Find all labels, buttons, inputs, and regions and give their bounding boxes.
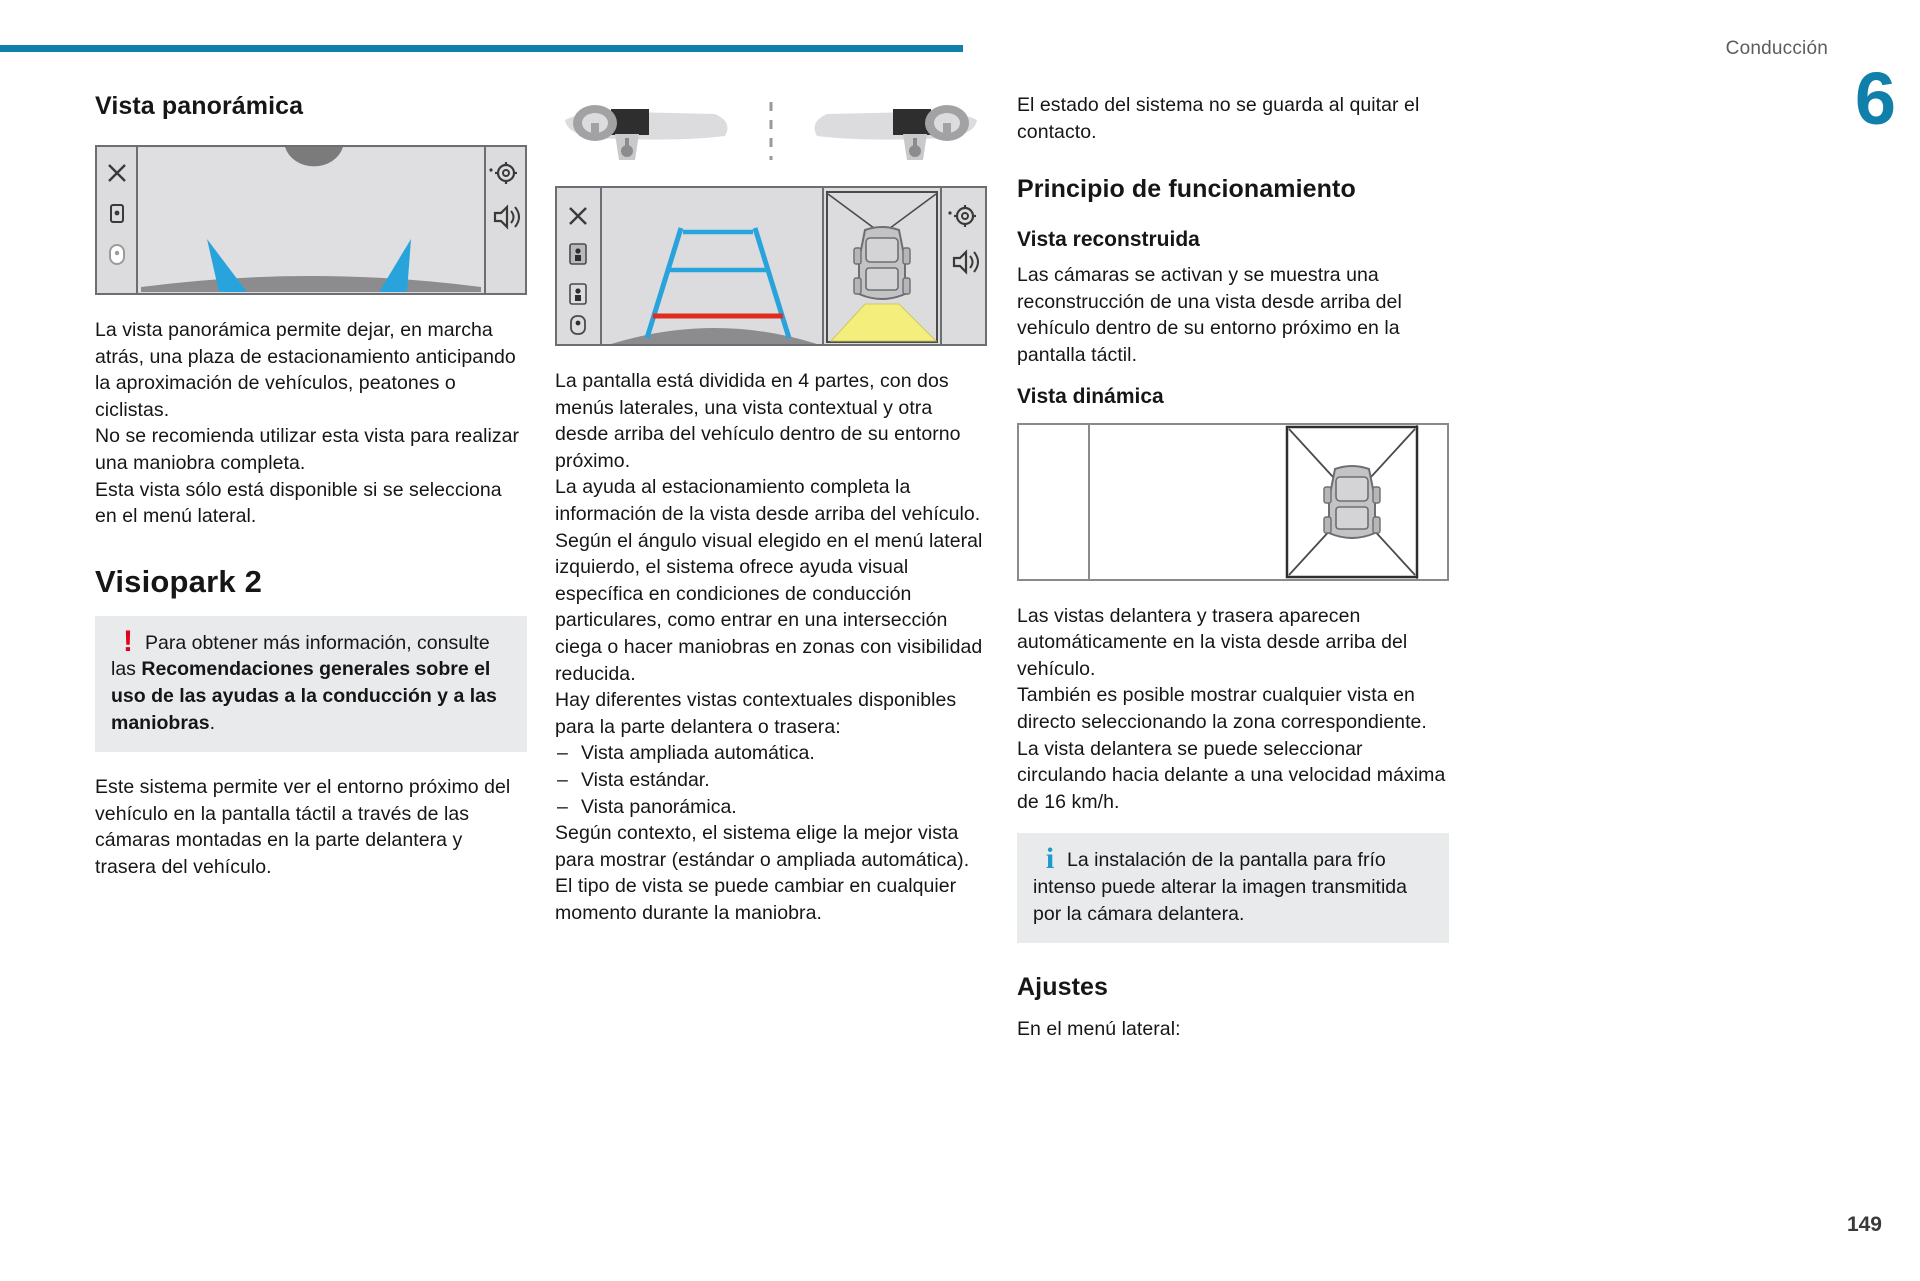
- caution-tail-text: .: [209, 711, 216, 734]
- reconstructed-view-paragraph: Las cámaras se activan y se muestra una reconstrucción de una vista desde arriba del vehículo dentro de su entorno próximo en la pantalla táctil.: [1017, 264, 1402, 366]
- dynamic-view-figure: [1017, 423, 1449, 581]
- visiopark-description: Este sistema permite ver el entorno próximo del vehículo en la pantalla táctil a través de las cámaras montadas en la parte delantera y trasera del vehículo.: [95, 776, 511, 878]
- visiopark-heading: Visiopark 2: [95, 563, 263, 599]
- mirror-fold-icon[interactable]: [571, 316, 585, 334]
- panoramic-paragraph-3: Esta vista sólo está disponible si se selecciona en el menú lateral.: [95, 478, 502, 528]
- mirror-fold-icon[interactable]: [110, 245, 124, 264]
- dynamic-view-heading: Vista dinámica: [1017, 384, 1164, 408]
- visiopark-split-screen: [555, 186, 987, 346]
- screen-description-5: Según contexto, el sistema elige la mejor vista para mostrar (estándar o ampliada automática).: [555, 822, 970, 871]
- system-state-paragraph: El estado del sistema no se guarda al quitar el contacto.: [1017, 94, 1420, 143]
- panoramic-view-heading: Vista panorámica: [95, 92, 304, 120]
- info-note-box: [1017, 833, 1449, 943]
- list-item: – Vista panorámica.: [555, 794, 987, 821]
- dynamic-view-paragraph-3: La vista delantera se puede seleccionar circulando hacia delante a una velocidad máxima de 16 km/h.: [1017, 737, 1446, 813]
- panoramic-paragraph-1: La vista panorámica permite dejar, en marcha atrás, una plaza de estacionamiento anticipando la aproximación de vehículos, peatones o ciclistas.: [95, 319, 516, 421]
- column-three: [1017, 92, 1449, 1043]
- screen-description-3: Según el ángulo visual elegido en el menú lateral izquierdo, el sistema ofrece ayuda visual específica en condiciones de conducción particulares, como entrar en una intersección ciega o hacer maniobras en zonas con visibilidad reducida.: [555, 529, 983, 685]
- rear-sensor-icon[interactable]: [570, 284, 586, 304]
- panoramic-view-figure: [95, 145, 527, 295]
- dynamic-view-paragraph-1: Las vistas delantera y trasera aparecen automáticamente en la vista desde arriba del vehículo.: [1017, 604, 1408, 680]
- column-one: [95, 92, 527, 881]
- contextual-views-list: [555, 740, 987, 820]
- right-hand-drive-dashboard: [815, 105, 977, 160]
- running-header-title: Conducción: [1725, 38, 1828, 59]
- info-note-text: La instalación de la pantalla para frío intenso puede alterar la imagen transmitida por la cámara delantera.: [1033, 849, 1407, 925]
- screen-description-2: La ayuda al estacionamiento completa la información de la vista desde arriba del vehículo.: [555, 476, 981, 525]
- dynamic-view-paragraph-2: También es posible mostrar cualquier vista en directo seleccionando la zona correspondiente.: [1017, 684, 1427, 733]
- panoramic-paragraph-2: No se recomienda utilizar esta vista para realizar una maniobra completa.: [95, 425, 520, 474]
- screen-description-1: La pantalla está dividida en 4 partes, con dos menús laterales, una vista contextual y otra desde arriba del vehículo dentro de su entorno próximo.: [555, 370, 961, 472]
- column-two: [555, 92, 987, 926]
- panoramic-view-screen: [95, 145, 527, 295]
- page-number: 149: [1846, 1213, 1882, 1236]
- list-item: – Vista ampliada automática.: [555, 740, 987, 767]
- top-down-vehicle-view: [825, 189, 939, 344]
- warning-exclamation-icon: !: [123, 624, 133, 658]
- dynamic-view-illustration: [1017, 423, 1449, 581]
- information-icon: i: [1045, 842, 1055, 876]
- reconstructed-view-heading: Vista reconstruida: [1017, 228, 1200, 252]
- screen-description-4: Hay diferentes vistas contextuales disponibles para la parte delantera o trasera:: [555, 689, 957, 738]
- operating-principle-heading: Principio de funcionamiento: [1017, 175, 1356, 204]
- front-sensor-icon[interactable]: [570, 244, 586, 264]
- caution-bold-text: Recomendaciones generales sobre el uso de las ayudas a la conducción y a las maniobras: [111, 658, 497, 734]
- caution-note-box: [95, 616, 527, 752]
- settings-heading: Ajustes: [1017, 973, 1109, 1002]
- list-item: – Vista estándar.: [555, 767, 987, 794]
- header-accent-rule: [0, 45, 963, 52]
- dashboard-variants-figure: [555, 98, 987, 174]
- screen-description-6: El tipo de vista se puede cambiar en cualquier momento durante la maniobra.: [555, 875, 957, 924]
- visiopark-screen-figure: [555, 186, 987, 346]
- caution-lead-text: Para obtener más información, consulte las: [111, 631, 490, 681]
- settings-paragraph: En el menú lateral:: [1017, 1018, 1181, 1041]
- left-hand-drive-dashboard: [565, 105, 727, 160]
- chapter-number-badge: 6: [1854, 57, 1896, 140]
